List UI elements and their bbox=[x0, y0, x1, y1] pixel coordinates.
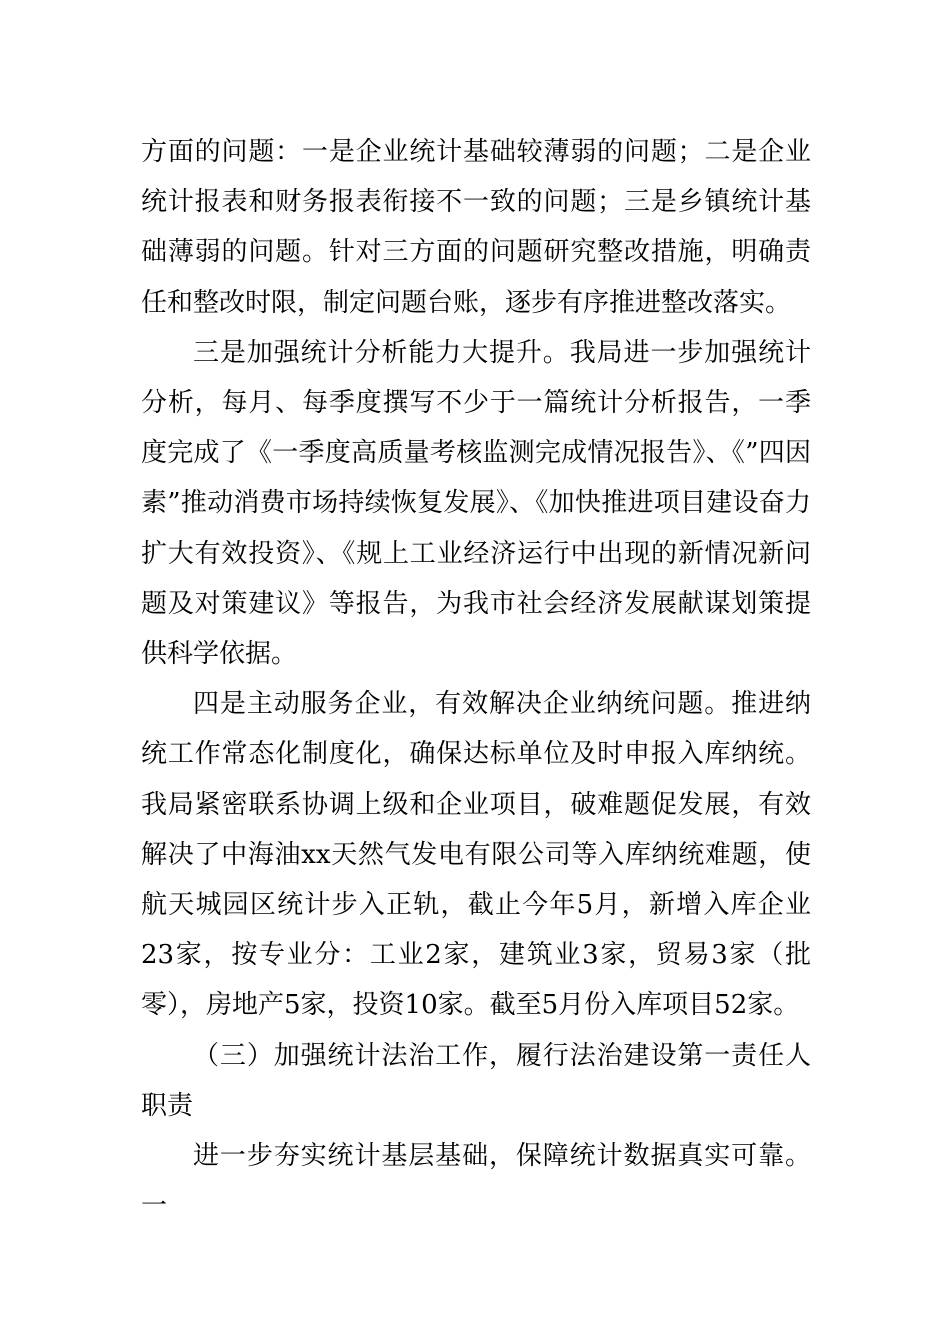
document-body bbox=[141, 127, 811, 1231]
section-heading-rule-of-law: （三）加强统计法治工作，履行法治建设第一责任人职责 bbox=[141, 1040, 811, 1121]
paragraph-statistical-analysis: 三是加强统计分析能力大提升。我局进一步加强统计分析，每月、每季度撰写不少于一篇统计分析报告，一季度完成了《一季度高质量考核监测完成情况报告》、《”四因素”推动消费市场持续恢复发展》、《加快推进项目建设奋力扩大有效投资》、《规上工业经济运行中出现的新情况新问题及对策建议》等报告，为我市社会经济发展献谋划策提供科学依据。 bbox=[141, 337, 811, 670]
paragraph-continuation: 方面的问题：一是企业统计基础较薄弱的问题；二是企业统计报表和财务报表衔接不一致的问题；三是乡镇统计基础薄弱的问题。针对三方面的问题研究整改措施，明确责任和整改时限，制定问题台账，逐步有序推进整改落实。 bbox=[141, 137, 811, 318]
paragraph-grassroots-foundation: 进一步夯实统计基层基础，保障统计数据真实可靠。一 bbox=[141, 1141, 811, 1222]
paragraph-enterprise-service: 四是主动服务企业，有效解决企业纳统问题。推进纳统工作常态化制度化，确保达标单位及时申报入库纳统。我局紧密联系协调上级和企业项目，破难题促发展，有效解决了中海油xx天然气发电有限公司等入库纳统难题，使航天城园区统计步入正轨，截止今年5月，新增入库企业23家，按专业分：工业2家，建筑业3家，贸易3家（批零），房地产5家，投资10家。截至5月份入库项目52家。 bbox=[141, 689, 811, 1021]
